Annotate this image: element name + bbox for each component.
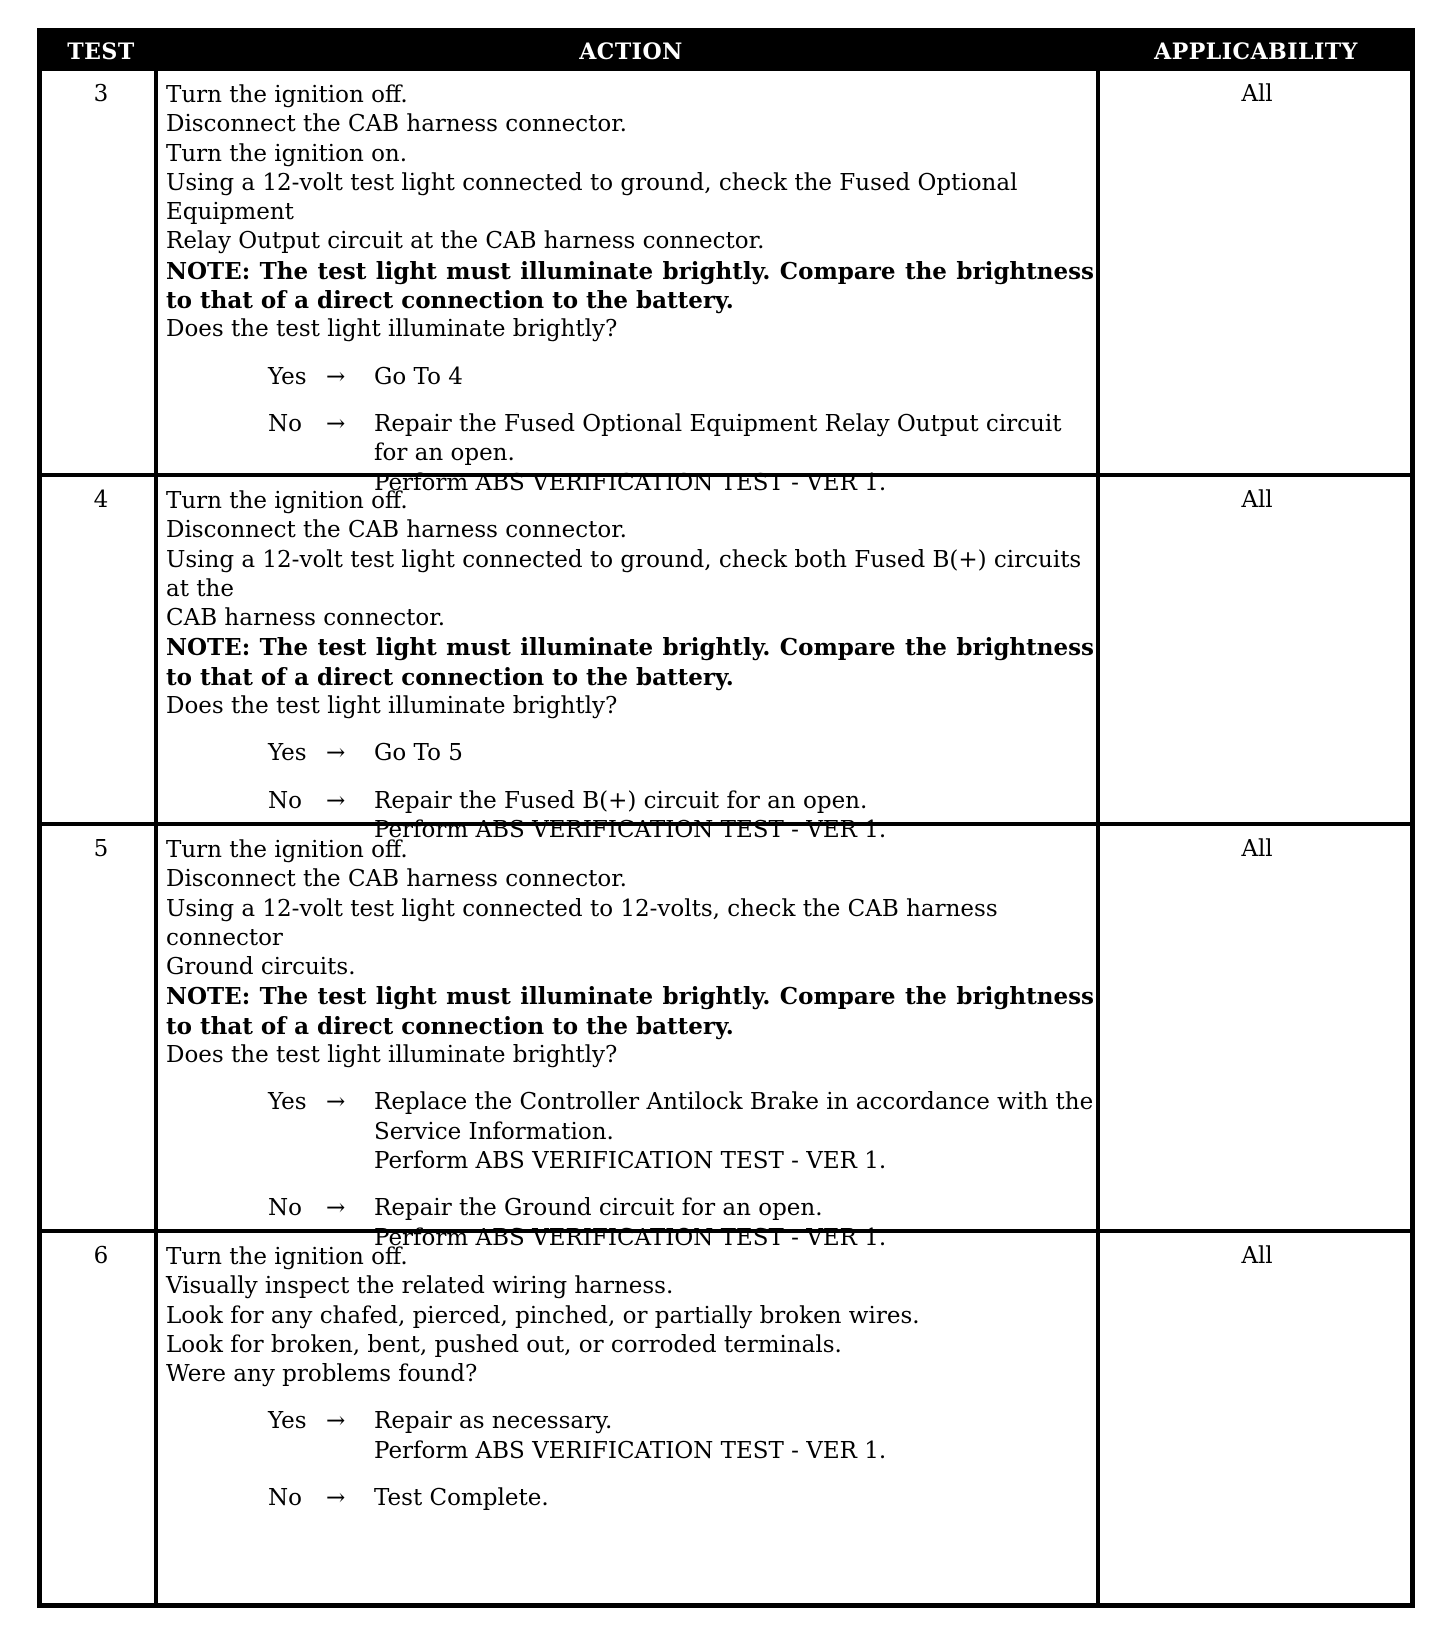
test-number: 3: [93, 81, 109, 107]
no-answer: [166, 410, 1094, 498]
arrow-icon: →: [326, 363, 346, 390]
note-text: NOTE: The test light must illuminate brightly. Compare the brightness to that of a direct connection to the battery.: [166, 257, 1094, 315]
action-step: Disconnect the CAB harness connector.: [166, 517, 627, 544]
test-number: 4: [93, 487, 109, 513]
applicability-value: All: [1241, 836, 1273, 862]
action-step: Disconnect the CAB harness connector.: [166, 111, 627, 138]
result-line: Perform ABS VERIFICATION TEST - VER 1.: [374, 1224, 887, 1251]
action-cell: [166, 81, 1094, 498]
result-line: Repair the Ground circuit for an open.: [374, 1195, 823, 1222]
yes-result: [374, 1407, 1094, 1466]
question-text: Does the test light illuminate brightly?: [166, 693, 618, 720]
no-label: No: [268, 1485, 302, 1512]
arrow-icon: →: [326, 1408, 346, 1435]
action-step: Relay Output circuit at the CAB harness connector.: [166, 228, 765, 255]
column-divider: [1096, 71, 1100, 1603]
yes-label: Yes: [268, 1408, 307, 1435]
header-action: ACTION: [579, 39, 683, 65]
question-text: Does the test light illuminate brightly?: [166, 316, 618, 343]
action-step: Turn the ignition off.: [166, 1244, 408, 1270]
result-line: Perform ABS VERIFICATION TEST - VER 1.: [374, 816, 887, 843]
result-line: Perform ABS VERIFICATION TEST - VER 1.: [374, 469, 887, 496]
action-step: Visually inspect the related wiring harness.: [166, 1273, 674, 1300]
action-cell: [166, 1243, 1094, 1513]
applicability-value: All: [1241, 1243, 1273, 1269]
applicability-value: All: [1241, 487, 1273, 513]
arrow-icon: →: [326, 787, 346, 814]
no-label: No: [268, 787, 302, 814]
applicability-value: All: [1241, 81, 1273, 107]
arrow-icon: →: [326, 410, 346, 437]
action-step: Turn the ignition off.: [166, 82, 408, 108]
yes-answer: [166, 1088, 1094, 1176]
action-step: Turn the ignition on.: [166, 140, 408, 167]
action-step: Using a 12-volt test light connected to 12-volts, check the CAB harness connector: [166, 895, 998, 951]
no-label: No: [268, 1195, 302, 1222]
header-test: TEST: [67, 39, 135, 65]
result-line: Repair as necessary.: [374, 1408, 613, 1435]
result-line: Perform ABS VERIFICATION TEST - VER 1.: [374, 1437, 887, 1464]
yes-result: [374, 363, 1094, 392]
action-step: Turn the ignition off.: [166, 837, 408, 863]
header-applicability: APPLICABILITY: [1154, 39, 1358, 65]
action-step: Look for any chafed, pierced, pinched, or partially broken wires.: [166, 1302, 920, 1329]
result-line: Repair the Fused Optional Equipment Relay Output circuit for an open.: [374, 410, 1062, 467]
action-step: Turn the ignition off.: [166, 488, 408, 514]
yes-answer: [166, 363, 1094, 392]
diagnostic-table: [37, 28, 1415, 1608]
result-line: Go To 4: [374, 363, 463, 390]
no-answer: [166, 1484, 1094, 1513]
action-cell: [166, 836, 1094, 1253]
arrow-icon: →: [326, 1195, 346, 1222]
yes-result: [374, 1088, 1094, 1176]
action-step: Look for broken, bent, pushed out, or corroded terminals.: [166, 1331, 842, 1358]
question-text: Were any problems found?: [166, 1361, 478, 1388]
yes-label: Yes: [268, 740, 307, 767]
note-text: NOTE: The test light must illuminate brightly. Compare the brightness to that of a direct connection to the battery.: [166, 983, 1094, 1040]
action-cell: [166, 487, 1094, 845]
result-line: Perform ABS VERIFICATION TEST - VER 1.: [374, 1147, 887, 1174]
result-line: Go To 5: [374, 740, 463, 767]
arrow-icon: →: [326, 740, 346, 767]
yes-result: [374, 739, 1094, 768]
note-text: NOTE: The test light must illuminate brightly. Compare the brightness to that of a direct connection to the battery.: [166, 634, 1094, 691]
test-number: 5: [93, 836, 109, 862]
action-step: Using a 12-volt test light connected to ground, check both Fused B(+) circuits at the: [166, 546, 1082, 602]
result-line: Replace the Controller Antilock Brake in accordance with the Service Information.: [374, 1089, 1094, 1145]
action-step: Using a 12-volt test light connected to ground, check the Fused Optional Equipment: [166, 169, 1018, 226]
yes-answer: [166, 739, 1094, 768]
question-text: Does the test light illuminate brightly?: [166, 1042, 618, 1069]
table-header: [42, 33, 1410, 71]
yes-label: Yes: [268, 1089, 307, 1116]
yes-answer: [166, 1407, 1094, 1466]
result-line: Repair the Fused B(+) circuit for an open.: [374, 787, 868, 814]
result-line: Test Complete.: [374, 1485, 549, 1512]
arrow-icon: →: [326, 1089, 346, 1116]
action-step: CAB harness connector.: [166, 605, 445, 632]
test-number: 6: [93, 1243, 109, 1269]
yes-label: Yes: [268, 363, 307, 390]
no-label: No: [268, 410, 302, 437]
action-step: Disconnect the CAB harness connector.: [166, 866, 627, 893]
arrow-icon: →: [326, 1485, 346, 1512]
no-result: [374, 1484, 1094, 1513]
action-step: Ground circuits.: [166, 954, 356, 981]
no-result: [374, 410, 1094, 498]
